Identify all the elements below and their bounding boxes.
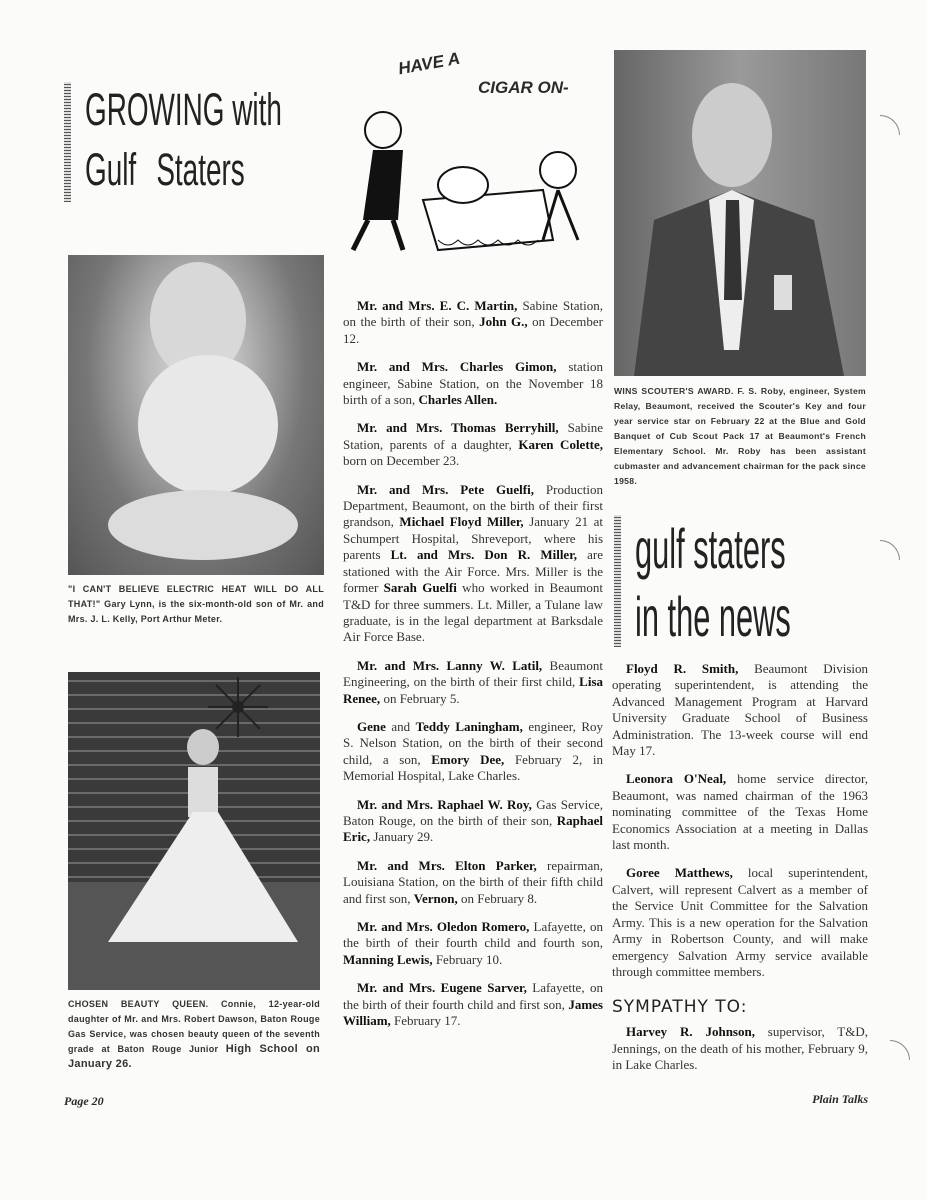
bold-name: Mr. and Mrs. Charles Gimon, [357, 359, 557, 375]
cartoon-drawing-icon [343, 100, 603, 260]
center-column [343, 50, 603, 1041]
paragraph-text: Lafayette, on the birth of their fourth child and first son, [343, 980, 603, 1012]
news-paragraph [612, 1024, 868, 1073]
news-paragraph [612, 771, 868, 853]
sympathy-heading: SYMPATHY TO: [612, 997, 748, 1018]
bold-name: Karen Colette, [518, 436, 603, 452]
baby-figure-icon [68, 255, 324, 575]
paragraph-text: Sabine Station, on the birth of their son, [343, 298, 603, 330]
news-paragraph [343, 797, 603, 846]
paragraph-text: Beaumont Division operating superintendent, is attending the Advanced Management Program at Harvard University Graduate School of Business Administration. The 13-week course will end May 17. [612, 661, 868, 759]
queen-caption-text: CHOSEN BEAUTY QUEEN. Connie, 12-year-old daughter of Mr. and Mrs. Robert Dawson, Baton Rouge Gas Service, was chosen beauty queen of the seventh grade at Baton Rouge Junior [68, 999, 320, 1054]
bold-name: Charles Allen. [418, 392, 498, 408]
bold-name: Mr. and Mrs. E. C. Martin, [357, 298, 518, 313]
left-column [64, 80, 324, 1109]
bold-name: Mr. and Mrs. Lanny W. Latil, [357, 657, 543, 673]
paragraph-text: February 10. [432, 951, 503, 967]
bold-name: Lt. and Mrs. Don R. Miller, [390, 547, 578, 563]
paragraph-text: local superintendent, Calvert, will represent Calvert as a member of the Service Unit Committee for the Salvation Army. This is a new operation for the Salvation Army in Robertson County, and will make emergency Salvation Army service available through committee members. [612, 865, 868, 979]
paragraph-text: are stationed with the Air Force. Mrs. Miller is the former [343, 547, 603, 596]
bold-name: Lisa Renee, [343, 674, 603, 706]
news-paragraph [343, 482, 603, 646]
bold-name: Mr. and Mrs. Elton Parker, [357, 857, 537, 873]
man-figure-icon [614, 50, 866, 376]
paragraph-text: February 2, in Memorial Hospital, Lake Charles. [343, 751, 603, 784]
bold-name: Mr. and Mrs. Raphael W. Roy, [357, 796, 532, 812]
paragraph-text: engineer, Roy S. Nelson Station, on the birth of their second child, a son, [343, 718, 603, 767]
bold-name: Floyd R. Smith, [626, 661, 739, 676]
page-number: Page 20 [64, 1094, 104, 1108]
bold-name: Michael Floyd Miller, [399, 514, 524, 530]
news-paragraph [343, 980, 603, 1029]
bold-name: Goree Matthews, [626, 865, 733, 881]
news-paragraph [343, 919, 603, 968]
bold-name: Emory Dee, [431, 751, 505, 767]
cigar-cartoon [343, 50, 603, 260]
baby-photo [68, 255, 324, 575]
bold-name: Teddy Laningham, [415, 718, 523, 734]
paragraph-text: on February 8. [457, 890, 538, 906]
bold-name: Harvey R. Johnson, [626, 1024, 755, 1040]
paragraph-text: repairman, Louisiana Station, on the birth of their fifth child and first son, [343, 857, 603, 906]
cartoon-text-line2: CIGAR ON- [478, 78, 569, 97]
binder-hole-mark [880, 115, 900, 135]
paragraph-text: Gas Service, Baton Rouge, on the birth of their son, [343, 796, 603, 828]
beauty-queen-caption [68, 997, 320, 1072]
paragraph-text: home service director, Beaumont, was named chairman of the 1963 nominating committee of the Texas Home Economics Association at a meeting in Dallas last month. [612, 771, 869, 853]
news-headline-line1: gulf staters [635, 517, 786, 580]
news-paragraph [343, 658, 603, 707]
news-paragraph [343, 359, 603, 408]
bold-name: Manning Lewis, [343, 951, 433, 967]
bold-name: Mr. and Mrs. Oledon Romero, [357, 919, 530, 934]
bold-name: Gene [357, 718, 386, 734]
bold-name: Mr. and Mrs. Thomas Berryhill, [357, 420, 559, 436]
paragraph-text: February 17. [390, 1013, 461, 1029]
paragraph-text: born on December 23. [343, 453, 460, 469]
right-column [612, 50, 868, 1107]
bold-name: Raphael Eric, [343, 812, 603, 845]
beauty-queen-photo [68, 672, 320, 990]
bold-name: Mr. and Mrs. Pete Guelfi, [357, 481, 534, 497]
news-paragraph [343, 858, 603, 907]
news-paragraph [343, 420, 603, 469]
paragraph-text: Lafayette, on the birth of their fourth child and fourth son, [343, 919, 603, 951]
paragraph-text: Beaumont Engineering, on the birth of their first child, [343, 657, 603, 690]
binder-hole-mark [890, 1040, 910, 1060]
growing-headline [64, 80, 324, 204]
publication-name: Plain Talks [812, 1091, 868, 1106]
roby-photo [614, 50, 866, 376]
cartoon-text-line1: HAVE A [396, 48, 462, 79]
bold-name: Leonora O'Neal, [626, 771, 727, 787]
headline-line2: Gulf Staters [85, 144, 245, 195]
birth-announcements [343, 298, 603, 1041]
paragraph-text: Production Department, Beaumont, on the birth of their first grandson, [343, 481, 603, 530]
bold-name: James William, [343, 996, 603, 1029]
news-items [612, 661, 868, 992]
news-paragraph [612, 865, 868, 980]
bold-name: Mr. and Mrs. Eugene Sarver, [357, 980, 527, 996]
paragraph-text: January 21 at Schumpert Hospital, Shreveport, where his parents [343, 514, 604, 563]
queen-caption-end: High School on January 26. [68, 1043, 321, 1070]
paragraph-text: who worked in Beaumont T&D for three summers. Lt. Miller, a Tulane law graduate, is in the legal department at Barksdale Air Force Base. [343, 580, 603, 645]
news-headline-rule [614, 515, 621, 647]
headline-line1: GROWING with [85, 84, 282, 135]
paragraph-text: Sabine Station, parents of a daughter, [343, 420, 603, 452]
paragraph-text: supervisor, T&D, Jennings, on the death of his mother, February 9, in Lake Charles. [612, 1024, 868, 1073]
baby-caption: "I CAN'T BELIEVE ELECTRIC HEAT WILL DO ALL THAT!" Gary Lynn, is the six-month-old son of Mr. and Mrs. J. L. Kelly, Port Arthur Meter. [68, 584, 324, 624]
headline-rule [64, 82, 71, 202]
bold-name: Sarah Guelfi [383, 580, 457, 596]
news-headline [612, 515, 868, 651]
queen-figure-icon [68, 672, 320, 990]
news-paragraph [343, 719, 603, 785]
paragraph-text: and [385, 718, 416, 734]
news-paragraph [343, 298, 603, 347]
paragraph-text: on February 5. [380, 690, 460, 706]
sympathy-items [612, 1024, 868, 1085]
news-headline-line2: in the news [635, 585, 791, 648]
paragraph-text: station engineer, Sabine Station, on the November 18 birth of a son, [343, 359, 603, 408]
bold-name: Vernon, [413, 890, 458, 906]
binder-hole-mark [880, 540, 900, 560]
paragraph-text: on December 12. [343, 314, 603, 346]
bold-name: John G., [479, 314, 528, 330]
paragraph-text: January 29. [370, 829, 434, 845]
news-paragraph [612, 661, 868, 759]
roby-caption: WINS SCOUTER'S AWARD. F. S. Roby, engineer, System Relay, Beaumont, received the Scouter's Key and four year service star on February 22 at the Blue and Gold Banquet of Cub Scout Pack 17 at Beaumont's French Elementary School. Mr. Roby has been assistant cubmaster and advancement chairman for the pack since 1958. [614, 386, 866, 486]
